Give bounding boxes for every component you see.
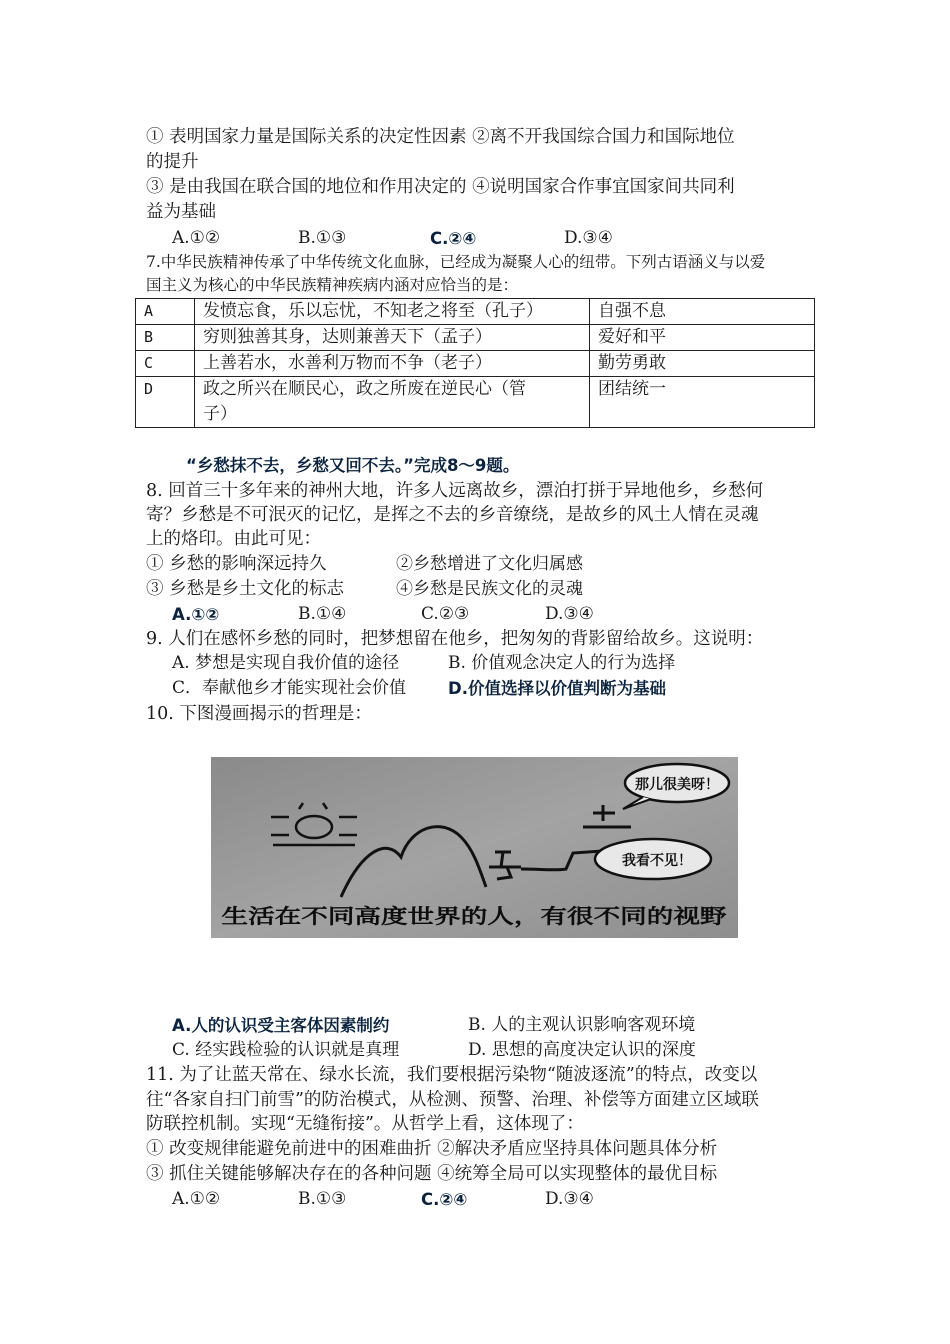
table-cell-spirit: 勤劳勇敢 <box>590 351 815 377</box>
table-cell-letter: A <box>136 299 195 325</box>
q8-statement: ②乡愁增进了文化归属感 <box>396 554 583 574</box>
q7-stem: 7.中华民族精神传承了中华传统文化血脉，已经成为凝聚人心的纽带。下列古语涵义与以爱 <box>146 253 766 271</box>
q11-stem: 防联控机制。实现“无缝衔接”。从哲学上看，这体现了： <box>146 1114 584 1134</box>
table-cell-quote: 上善若水，水善利万物而不争（老子） <box>195 351 590 377</box>
table-row <box>136 325 815 351</box>
table-row <box>136 299 815 325</box>
q7-table <box>135 298 815 428</box>
q10-option-b: B. 人的主观认识影响客观环境 <box>468 1015 696 1035</box>
q11-statement: ① 改变规律能避免前进中的困难曲折 ②解决矛盾应坚持具体问题具体分析 <box>146 1139 718 1159</box>
bubble-bottom-text: 我看不见！ <box>622 853 692 869</box>
q8-stem: 8. 回首三十多年来的神州大地，许多人远离故乡，漂泊打拼于异地他乡，乡愁何 <box>146 481 764 501</box>
material-heading: “乡愁抹不去，乡愁又回不去。”完成8～9题。 <box>186 456 520 475</box>
q11-stem: 11. 为了让蓝天常在、绿水长流，我们要根据污染物“随波逐流”的特点，改变以 <box>146 1065 758 1085</box>
q11-option-c: C.②④ <box>421 1190 468 1209</box>
q6-statement-line: ③ 是由我国在联合国的地位和作用决定的 ④说明国家合作事宜国家间共同利 <box>146 177 735 197</box>
q8-statement: ④乡愁是民族文化的灵魂 <box>396 579 583 599</box>
q8-statement: ① 乡愁的影响深远持久 <box>146 554 327 574</box>
q11-option-a: A.①② <box>172 1189 221 1209</box>
q8-option-d: D.③④ <box>545 604 594 624</box>
table-cell-letter: C <box>136 351 195 377</box>
table-row <box>136 377 815 428</box>
q6-option-b: B.①③ <box>298 228 347 248</box>
q9-option-b: B. 价值观念决定人的行为选择 <box>448 653 676 673</box>
table-row <box>136 351 815 377</box>
q10-option-a: A.人的认识受主客体因素制约 <box>172 1016 390 1035</box>
table-cell-quote: 穷则独善其身，达则兼善天下（孟子） <box>195 325 590 351</box>
q8-option-c: C.②③ <box>421 604 470 624</box>
q11-option-b: B.①③ <box>298 1189 347 1209</box>
q11-statement: ③ 抓住关键能够解决存在的各种问题 ④统筹全局可以实现整体的最优目标 <box>146 1164 718 1184</box>
q8-option-a: A.①② <box>172 605 220 624</box>
q6-option-a: A.①② <box>172 228 221 248</box>
q8-stem: 上的烙印。由此可见： <box>146 529 321 549</box>
q6-option-c: C.②④ <box>430 229 477 248</box>
q11-stem: 往“各家自扫门前雪”的防治模式，从检测、预警、治理、补偿等方面建立区域联 <box>146 1090 759 1110</box>
q9-stem: 9. 人们在感怀乡愁的同时，把梦想留在他乡，把匆匆的背影留给故乡。这说明： <box>146 629 764 649</box>
q6-option-d: D.③④ <box>564 228 613 248</box>
bubble-top-text: 那儿很美呀！ <box>635 777 719 793</box>
table-cell-quote <box>195 377 590 428</box>
q10-option-d: D. 思想的高度决定认识的深度 <box>468 1040 696 1060</box>
q7-stem: 国主义为核心的中华民族精神疾病内涵对应恰当的是： <box>146 276 519 294</box>
q6-statement-line: ① 表明国家力量是国际关系的决定性因素 ②离不开我国综合国力和国际地位 <box>146 127 735 147</box>
q6-statement-line: 益为基础 <box>146 202 216 222</box>
speech-bubble-bottom <box>595 839 711 879</box>
comic-caption: 生活在不同高度世界的人，有很不同的视野 <box>221 904 728 928</box>
comic-image <box>211 757 738 938</box>
q9-option-d: D.价值选择以价值判断为基础 <box>448 679 666 698</box>
quote-line: 政之所兴在顺民心，政之所废在逆民心（管 <box>203 379 526 399</box>
table-cell-spirit: 自强不息 <box>590 299 815 325</box>
quote-line: 子） <box>203 404 237 424</box>
q8-option-b: B.①④ <box>298 604 347 624</box>
comic-drawing <box>211 757 738 938</box>
q8-statement: ③ 乡愁是乡土文化的标志 <box>146 579 345 599</box>
q9-option-a: A. 梦想是实现自我价值的途径 <box>172 653 400 673</box>
q9-option-c: C．奉献他乡才能实现社会价值 <box>172 678 407 698</box>
q6-statement-line: 的提升 <box>146 152 199 172</box>
table-cell-letter: B <box>136 325 195 351</box>
table-cell-quote: 发愤忘食，乐以忘忧，不知老之将至（孔子） <box>195 299 590 325</box>
table-cell-letter: D <box>136 377 195 428</box>
table-cell-spirit: 爱好和平 <box>590 325 815 351</box>
table-cell-spirit: 团结统一 <box>590 377 815 428</box>
q10-option-c: C. 经实践检验的认识就是真理 <box>172 1040 400 1060</box>
q11-option-d: D.③④ <box>545 1189 594 1209</box>
q8-stem: 寄？乡愁是不可泯灭的记忆，是挥之不去的乡音缭绕，是故乡的风土人情在灵魂 <box>146 505 759 525</box>
q10-stem: 10. 下图漫画揭示的哲理是： <box>146 704 372 724</box>
